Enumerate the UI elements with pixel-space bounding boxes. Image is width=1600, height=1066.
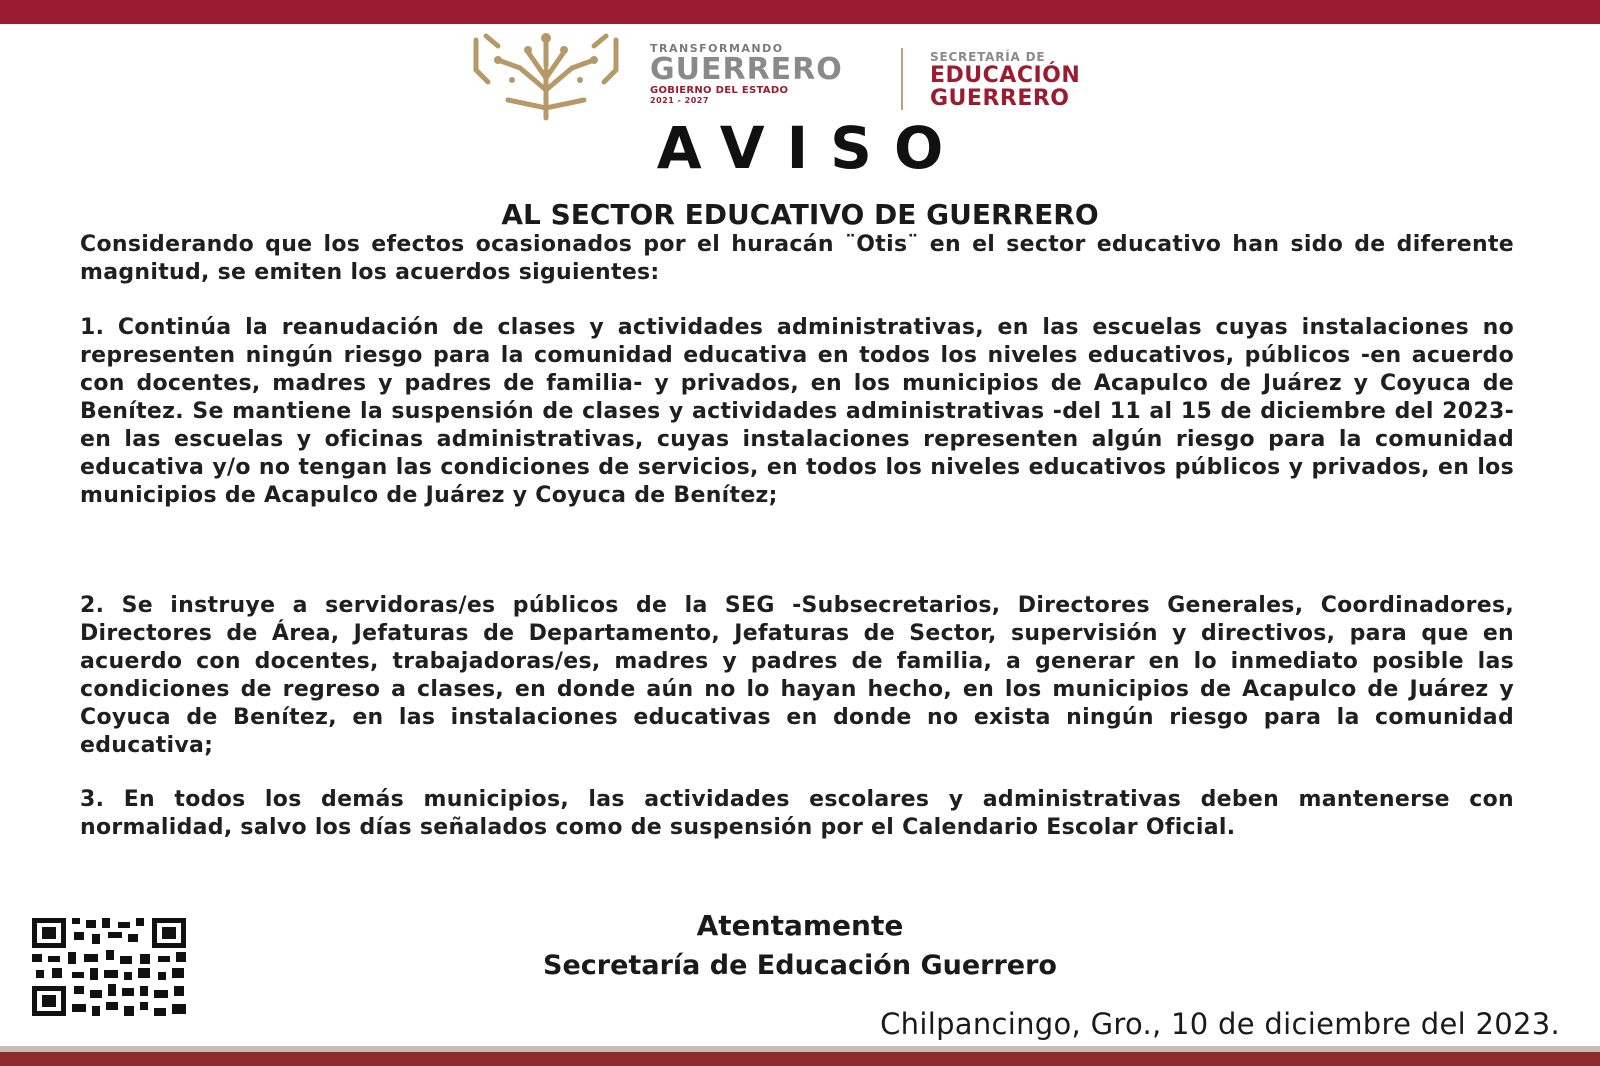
- seg-logo-line2: GUERRERO: [930, 86, 1070, 111]
- logo-small-text: TRANSFORMANDO: [650, 42, 784, 55]
- seg-logo-line1: EDUCACIÓN: [930, 63, 1081, 88]
- document-heading: AL SECTOR EDUCATIVO DE GUERRERO: [501, 198, 1099, 231]
- item-text: Se instruye a servidoras/es públicos de la SEG -Subsecretarios, Directores Generales, Coordinadores, Directores de Área, Jefaturas de Departamento, Jefaturas de Sector, supervisión y directivos, para que en acuerdo con docentes, trabajadoras/es, madres y padres de familia, a generar en lo inmediato posible las condiciones de regreso a clases, en donde aún no lo hayan hecho, en los municipios de Acapulco de Juárez y Coyuca de Benítez, en las instalaciones educativas en donde no exista ningún riesgo para la comunidad educativa;: [80, 593, 1515, 758]
- logo-years: 2021 - 2027: [650, 96, 709, 105]
- place-date: Chilpancingo, Gro., 10 de diciembre del 2023.: [880, 1007, 1560, 1041]
- list-item: [80, 786, 1514, 842]
- item-number: 3.: [80, 787, 105, 812]
- item-number: 2.: [80, 593, 105, 618]
- qr-code-icon[interactable]: [28, 916, 190, 1020]
- item-text: Continúa la reanudación de clases y actividades administrativas, en las escuelas cuyas instalaciones no representen ningún riesgo para la comunidad educativa en todos los niveles educativos, públicos -en acuerdo con docentes, madres y padres de familia- y privados, en los municipios de Acapulco de Juárez y Coyuca de Benítez. Se mantiene la suspensión de clases y actividades administrativas -del 11 al 15 de diciembre del 2023- en las escuelas y oficinas administrativas, cuyas instalaciones representen algún riesgo para la comunidad educativa y/o no tengan las condiciones de servicios, en todos los niveles educativos públicos y privados, en los municipios de Acapulco de Juárez y Coyuca de Benítez;: [80, 315, 1514, 508]
- closing-block: [400, 906, 1200, 986]
- logo-divider: [901, 48, 903, 110]
- logo-sub-text: GOBIERNO DEL ESTADO: [650, 85, 789, 96]
- seg-logo-small-text: SECRETARÍA DE: [930, 50, 1046, 64]
- intro-paragraph: Considerando que los efectos ocasionados por el huracán ¨Otis¨ en el sector educativo han sido de diferente magnitud, se emiten los acuerdos siguientes:: [80, 232, 1514, 285]
- list-item: [80, 314, 1514, 510]
- notice-title: AVISO: [656, 114, 966, 182]
- list-item: [80, 592, 1514, 760]
- transformando-guerrero-logo: [650, 42, 878, 105]
- bottom-color-bar: [0, 1052, 1600, 1066]
- state-tree-logo-icon: [468, 30, 624, 122]
- top-color-bar: [0, 0, 1600, 24]
- closing-salutation: Atentamente: [696, 909, 904, 942]
- logo-big-text: GUERRERO: [650, 52, 843, 87]
- signatory: Secretaría de Educación Guerrero: [543, 950, 1057, 981]
- item-text: En todos los demás municipios, las actividades escolares y administrativas deben mantenerse con normalidad, salvo los días señalados como de suspensión por el Calendario Escolar Oficial.: [80, 787, 1514, 840]
- seg-logo: [930, 50, 1150, 110]
- item-number: 1.: [80, 315, 105, 340]
